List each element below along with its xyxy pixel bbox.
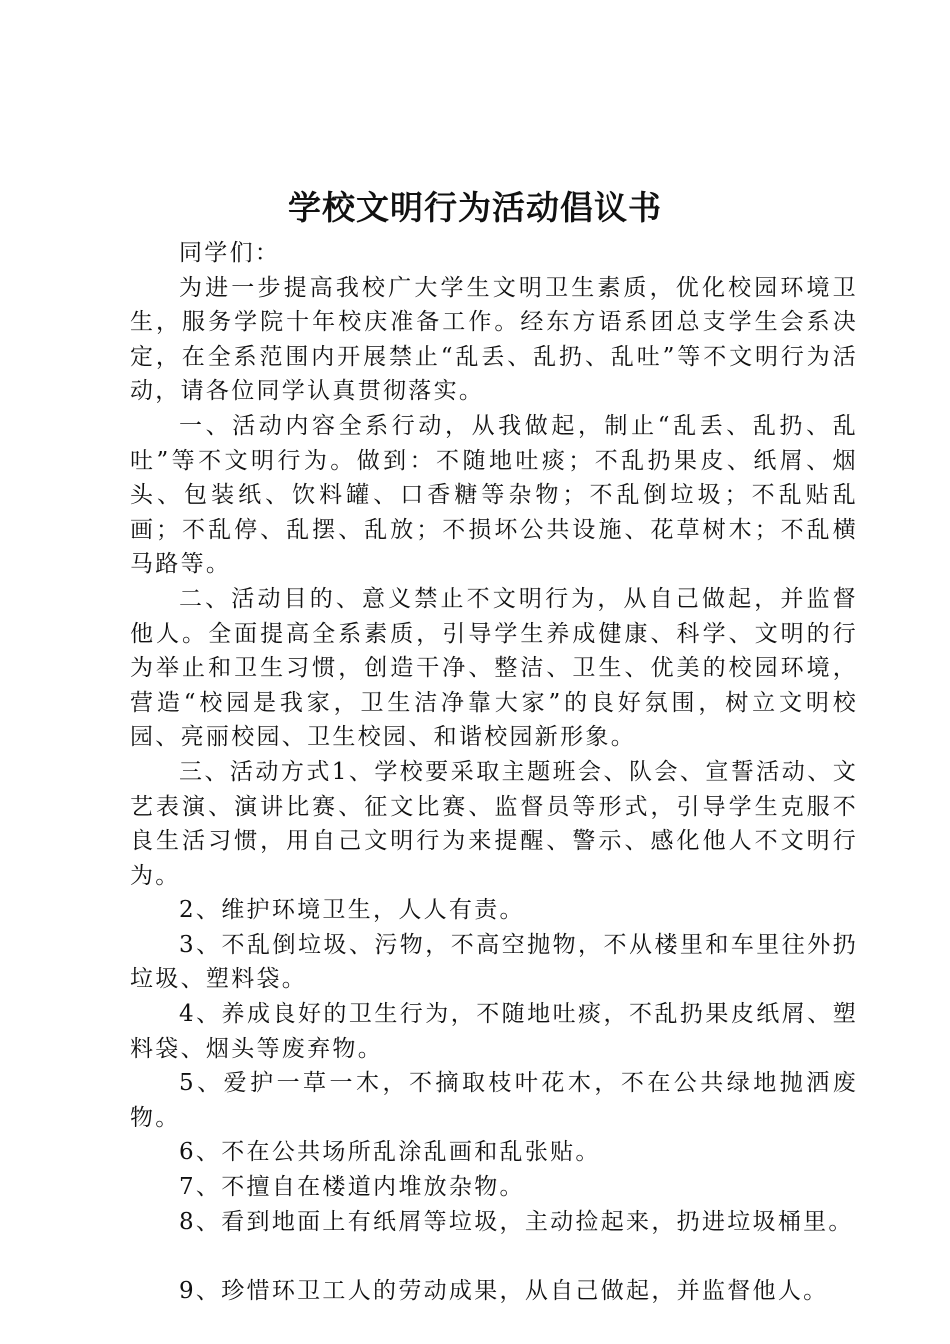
paragraph-intro: 为进一步提高我校广大学生文明卫生素质，优化校园环境卫生，服务学院十年校庆准备工作。经东方语系团总支学生会系决定，在全系范围内开展禁止“乱丢、乱扔、乱吐”等不文明行为活动，请各位同学认真贯彻落实。 [130,274,858,405]
list-item-3: 3、不乱倒垃圾、污物，不高空抛物，不从楼里和车里往外扔垃圾、塑料袋。 [130,931,858,993]
list-item-7: 7、不擅自在楼道内堆放杂物。 [179,1174,525,1201]
document-body [130,236,858,1308]
paragraph-activity-purpose: 二、活动目的、意义禁止不文明行为，从自己做起，并监督他人。全面提高全系素质，引导学生养成健康、科学、文明的行为举止和卫生习惯，创造干净、整洁、卫生、优美的校园环境，营造“校园是我家，卫生洁净靠大家”的良好氛围，树立文明校园、亮丽校园、卫生校园、和谐校园新形象。 [130,585,858,751]
document-title: 学校文明行为活动倡议书 [288,188,662,227]
list-item-9: 9、珍惜环卫工人的劳动成果，从自己做起，并监督他人。 [179,1277,829,1304]
list-item-2: 2、维护环境卫生，人人有责。 [179,897,525,924]
greeting: 同学们： [179,240,281,266]
list-item-5: 5、爱护一草一木，不摘取枝叶花木，不在公共绿地抛洒废物。 [130,1070,858,1131]
list-item-6: 6、不在公共场所乱涂乱画和乱张贴。 [179,1139,601,1166]
list-item-4: 4、养成良好的卫生行为，不随地吐痰，不乱扔果皮纸屑、塑料袋、烟头等废弃物。 [130,1001,858,1062]
list-item-8: 8、看到地面上有纸屑等垃圾，主动捡起来，扔进垃圾桶里。 [179,1208,854,1235]
paragraph-activity-method: 三、活动方式1、学校要采取主题班会、队会、宣誓活动、文艺表演、演讲比赛、征文比赛、监督员等形式，引导学生克服不良生活习惯，用自己文明行为来提醒、警示、感化他人不文明行为。 [130,758,858,889]
paragraph-activity-content: 一、活动内容全系行动，从我做起，制止“乱丢、乱扔、乱吐”等不文明行为。做到：不随地吐痰；不乱扔果皮、纸屑、烟头、包装纸、饮料罐、口香糖等杂物；不乱倒垃圾；不乱贴乱画；不乱停、乱摆、乱放；不损坏公共设施、花草树木；不乱横马路等。 [130,412,858,578]
